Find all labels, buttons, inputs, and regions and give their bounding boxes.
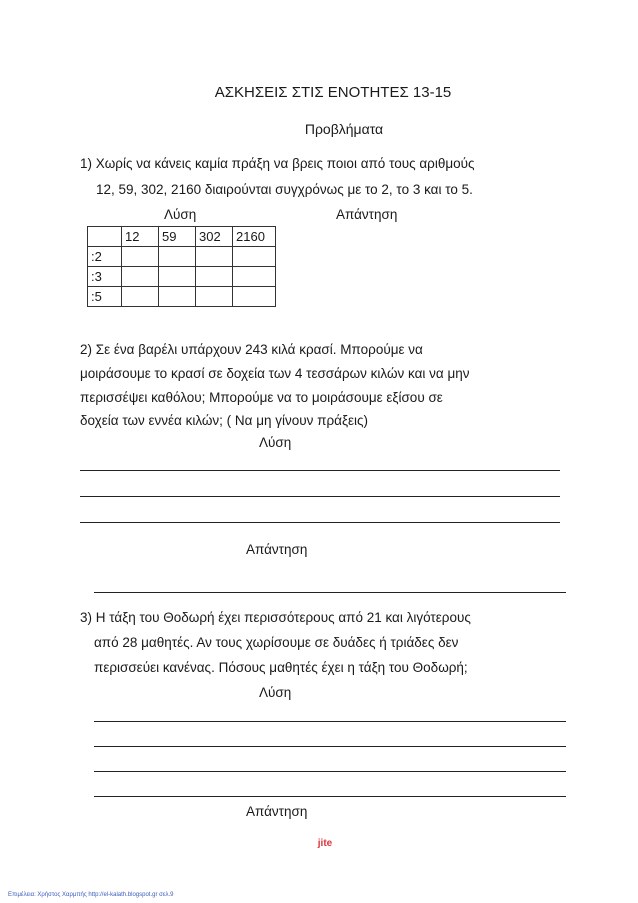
problem3-line1: 3) Η τάξη του Θοδωρή έχει περισσότερους από 21 και λιγότερους bbox=[80, 610, 471, 625]
table-corner-cell bbox=[88, 227, 122, 247]
problem3-line3: περισσεύει κανένας. Πόσους μαθητές έχει η τάξη του Θοδωρή; bbox=[94, 660, 468, 675]
problem2-answer-line[interactable] bbox=[94, 592, 566, 593]
problem3-solution-line[interactable] bbox=[94, 771, 566, 772]
page-subtitle: Προβλήματα bbox=[304, 121, 384, 137]
problem3-solution-label: Λύση bbox=[259, 685, 292, 700]
problem2-answer-label: Απάντηση bbox=[246, 542, 308, 557]
problem2-line3: περισσέψει καθόλου; Μπορούμε να το μοιράσουμε εξίσου σε bbox=[80, 390, 443, 405]
answer-cell[interactable] bbox=[122, 247, 159, 267]
answer-cell[interactable] bbox=[122, 287, 159, 307]
page-title: ΑΣΚΗΣΕΙΣ ΣΤΙΣ ΕΝΟΤΗΤΕΣ 13-15 bbox=[214, 84, 452, 101]
table-header-cell: 12 bbox=[122, 227, 159, 247]
problem2-line2: μοιράσουμε το κρασί σε δοχεία των 4 τεσσάρων κιλών και να μην bbox=[80, 366, 470, 381]
answer-cell[interactable] bbox=[196, 247, 233, 267]
table-row bbox=[88, 287, 276, 307]
table-row-label: :5 bbox=[88, 287, 122, 307]
footer-credit: Επιμέλεια: Χρήστος Χαρμπής http://el-kalath.blogspot.gr σελ.9 bbox=[8, 892, 174, 898]
problem1-line1: 1) Χωρίς να κάνεις καμία πράξη να βρεις ποιοι από τους αριθμούς bbox=[80, 156, 475, 171]
answer-cell[interactable] bbox=[196, 267, 233, 287]
problem3-answer-label: Απάντηση bbox=[246, 804, 308, 819]
answer-cell[interactable] bbox=[159, 267, 196, 287]
problem2-solution-line[interactable] bbox=[80, 522, 560, 523]
problem1-solution-label: Λύση bbox=[164, 207, 197, 222]
problem2-solution-label: Λύση bbox=[259, 435, 292, 450]
problem2-line4: δοχεία των εννέα κιλών; ( Να μη γίνουν πράξεις) bbox=[80, 413, 369, 428]
problem3-solution-line[interactable] bbox=[94, 746, 566, 747]
footer-mark: jite bbox=[317, 838, 333, 849]
problem2-line1: 2) Σε ένα βαρέλι υπάρχουν 243 κιλά κρασί. Μπορούμε να bbox=[80, 342, 423, 357]
table-header-cell: 59 bbox=[159, 227, 196, 247]
answer-cell[interactable] bbox=[122, 267, 159, 287]
answer-cell[interactable] bbox=[159, 287, 196, 307]
table-header-cell: 2160 bbox=[233, 227, 276, 247]
table-row bbox=[88, 267, 276, 287]
table-header-row bbox=[88, 227, 276, 247]
problem2-solution-line[interactable] bbox=[80, 470, 560, 471]
answer-cell[interactable] bbox=[233, 247, 276, 267]
table-row bbox=[88, 247, 276, 267]
table-row-label: :2 bbox=[88, 247, 122, 267]
problem3-solution-line[interactable] bbox=[94, 796, 566, 797]
answer-cell[interactable] bbox=[233, 267, 276, 287]
answer-cell[interactable] bbox=[196, 287, 233, 307]
problem2-solution-line[interactable] bbox=[80, 496, 560, 497]
problem3-solution-line[interactable] bbox=[94, 721, 566, 722]
problem3-line2: από 28 μαθητές. Αν τους χωρίσουμε σε δυάδες ή τριάδες δεν bbox=[94, 635, 459, 650]
table-row-label: :3 bbox=[88, 267, 122, 287]
table-header-cell: 302 bbox=[196, 227, 233, 247]
answer-cell[interactable] bbox=[159, 247, 196, 267]
problem1-answer-label: Απάντηση bbox=[336, 207, 398, 222]
answer-cell[interactable] bbox=[233, 287, 276, 307]
problem1-line2: 12, 59, 302, 2160 διαιρούνται συγχρόνως με το 2, το 3 και το 5. bbox=[96, 182, 473, 197]
divisibility-table bbox=[87, 226, 276, 307]
